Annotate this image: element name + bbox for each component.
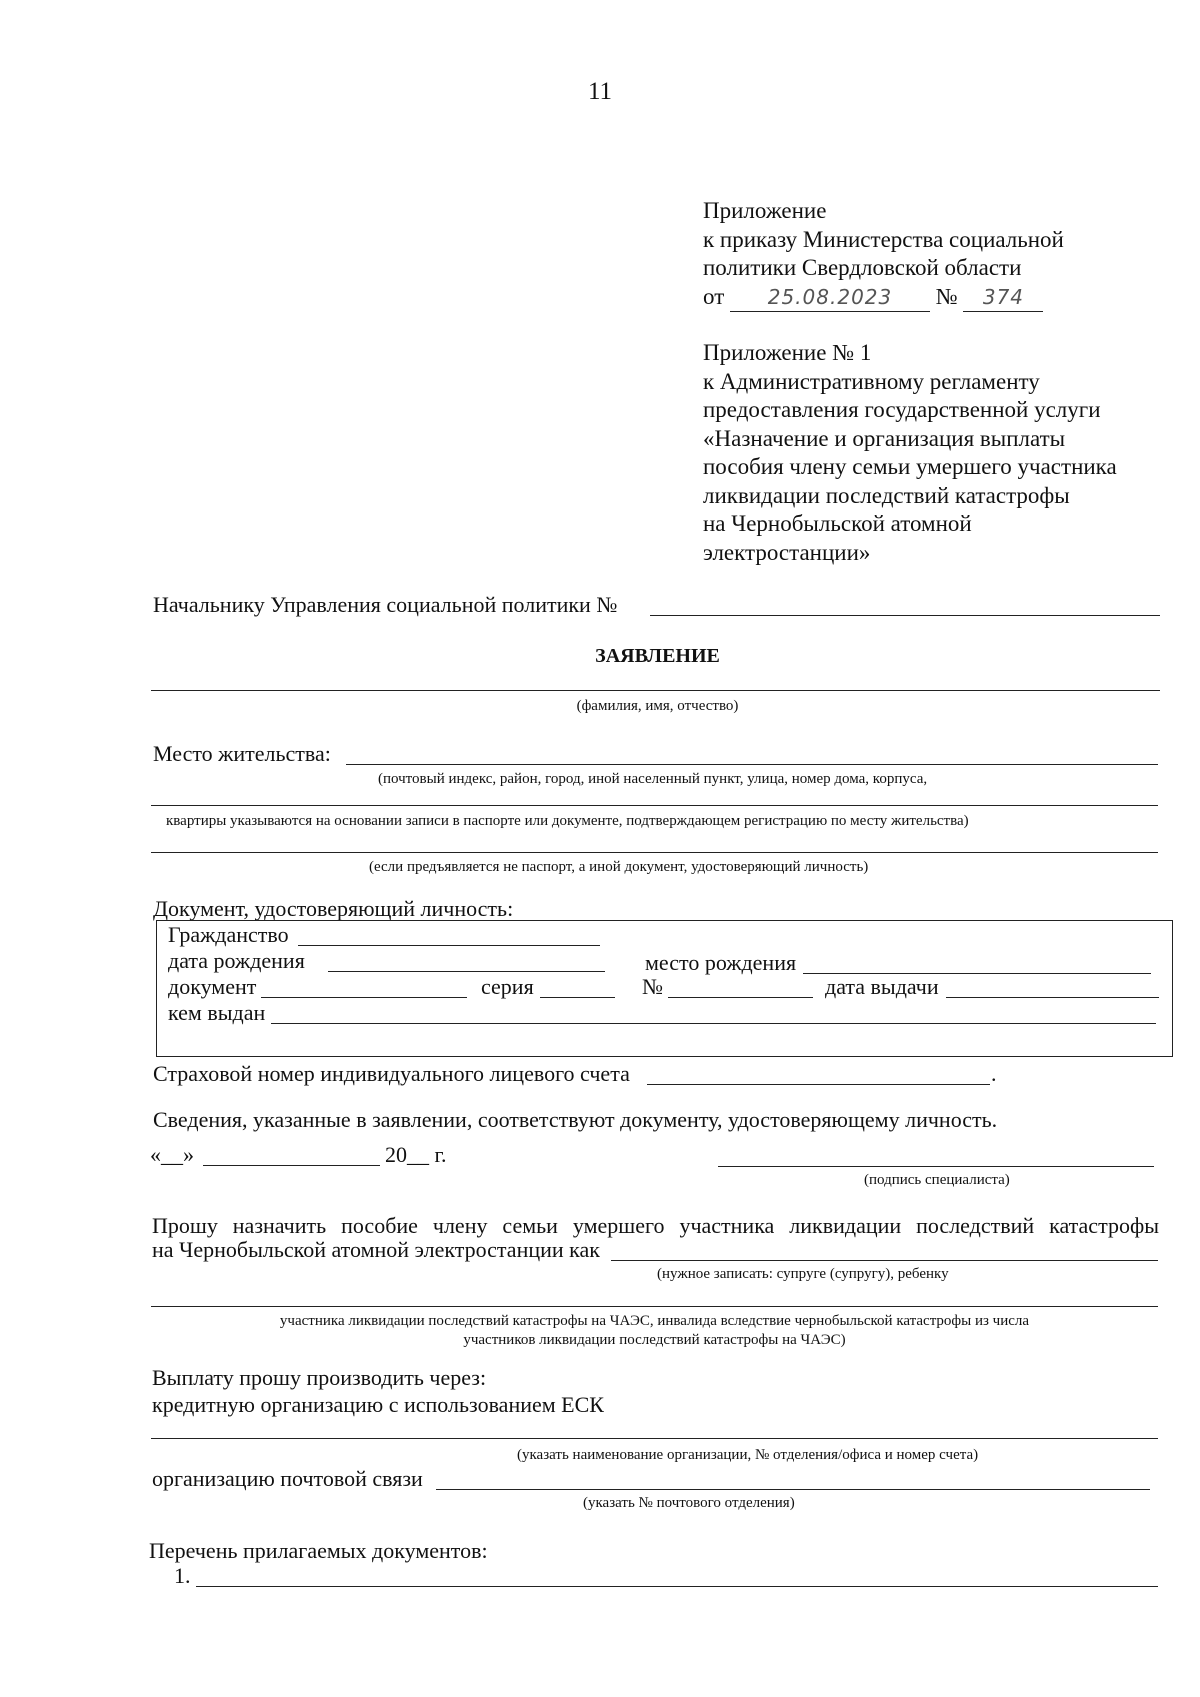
fio-field[interactable]	[151, 690, 1160, 691]
issue-date-field[interactable]	[946, 997, 1159, 998]
attachments-label: Перечень прилагаемых документов:	[149, 1538, 488, 1563]
residence-field-2[interactable]	[151, 805, 1158, 806]
request-hint-2: участника ликвидации последствий катастрофы на ЧАЭС, инвалида вследствие чернобыльской катастрофы из числа	[279, 1313, 1030, 1329]
appendix1-header	[703, 339, 1117, 567]
identity-box	[156, 920, 1173, 1057]
appendix-line: к приказу Министерства социальной	[703, 226, 1064, 252]
appendix-title: Приложение	[703, 198, 827, 223]
appendix1-line: на Чернобыльской атомной	[703, 511, 972, 536]
document-label: документ	[168, 974, 257, 999]
confirm-date-open: «__»	[150, 1142, 194, 1167]
request-hint-3: участников ликвидации последствий катастрофы на ЧАЭС)	[463, 1332, 846, 1348]
snils-end: .	[991, 1061, 997, 1086]
post-office-field[interactable]	[436, 1489, 1150, 1490]
residence-hint-3: (если предъявляется не паспорт, а иной документ, удостоверяющий личность)	[369, 859, 869, 875]
appendix-line: политики Свердловской области	[703, 255, 1022, 280]
from-label: от	[703, 283, 725, 309]
document-field[interactable]	[261, 997, 467, 998]
confirm-text: Сведения, указанные в заявлении, соответствуют документу, удостоверяющему личность.	[153, 1107, 998, 1132]
payment-option-bank: кредитную организацию с использованием ЕСК	[152, 1392, 604, 1417]
confirm-year: 20__ г.	[385, 1142, 447, 1167]
citizenship-label: Гражданство	[168, 922, 289, 947]
appendix1-line: электростанции»	[703, 539, 871, 565]
fio-hint: (фамилия, имя, отчество)	[576, 698, 739, 714]
birth-date-field[interactable]	[328, 971, 605, 972]
residence-label: Место жительства:	[153, 741, 331, 766]
appendix1-line: предоставления государственной услуги	[703, 397, 1101, 422]
issued-by-label: кем выдан	[168, 1000, 266, 1025]
snils-field[interactable]	[647, 1084, 990, 1085]
appendix1-line: к Административному регламенту	[703, 368, 1040, 394]
addressee-field[interactable]	[650, 615, 1160, 616]
page-number: 11	[587, 78, 613, 105]
request-recipient-field-2[interactable]	[151, 1306, 1158, 1307]
residence-hint-2: квартиры указываются на основании записи в паспорте или документе, подтверждающем регистрацию по месту жительства)	[166, 813, 969, 829]
payment-label: Выплату прошу производить через:	[152, 1365, 487, 1390]
number-label: №	[642, 974, 663, 999]
series-field[interactable]	[540, 997, 615, 998]
issue-date-label: дата выдачи	[825, 974, 939, 999]
appendix1-line: Приложение № 1	[703, 340, 872, 365]
handwritten-date: 25.08.2023	[767, 284, 893, 309]
appendix1-line: ликвидации последствий катастрофы	[703, 482, 1070, 508]
residence-field-3[interactable]	[151, 852, 1158, 853]
request-line-2: на Чернобыльской атомной электростанции как	[152, 1237, 600, 1262]
snils-label: Страховой номер индивидуального лицевого счета	[153, 1061, 630, 1086]
confirm-month-field[interactable]	[203, 1165, 380, 1166]
payment-option-post: организацию почтовой связи	[152, 1466, 423, 1491]
signature-hint: (подпись специалиста)	[864, 1172, 1010, 1188]
residence-field-1[interactable]	[346, 764, 1158, 765]
payment-hint-post: (указать № почтового отделения)	[583, 1495, 795, 1511]
number-label: №	[935, 283, 958, 309]
identity-label: Документ, удостоверяющий личность:	[153, 896, 514, 921]
birth-place-label: место рождения	[645, 950, 797, 975]
attachment-item-field[interactable]	[196, 1586, 1158, 1587]
form-title: ЗАЯВЛЕНИЕ	[595, 645, 720, 667]
request-recipient-field[interactable]	[611, 1260, 1158, 1261]
payment-hint-bank: (указать наименование организации, № отделения/офиса и номер счета)	[517, 1447, 979, 1463]
addressee-label: Начальнику Управления социальной политики №	[153, 592, 618, 617]
residence-hint-1: (почтовый индекс, район, город, иной населенный пункт, улица, номер дома, корпуса,	[378, 771, 928, 787]
appendix-date-line	[703, 283, 1064, 313]
request-hint-1: (нужное записать: супруге (супругу), ребенку	[657, 1266, 949, 1282]
attachment-item-number: 1.	[174, 1563, 191, 1588]
handwritten-number: 374	[982, 284, 1025, 309]
appendix1-line: «Назначение и организация выплаты	[703, 425, 1066, 451]
request-line-1: Прошу назначить пособие члену семьи умершего участника ликвидации последствий катастрофы	[152, 1213, 1159, 1238]
issued-by-field[interactable]	[271, 1023, 1156, 1024]
birth-date-label: дата рождения	[168, 948, 305, 973]
citizenship-field[interactable]	[298, 945, 600, 946]
signature-field[interactable]	[718, 1166, 1154, 1167]
appendix-header	[703, 197, 1064, 312]
bank-details-field[interactable]	[151, 1438, 1158, 1439]
appendix1-line: пособия члену семьи умершего участника	[703, 454, 1117, 479]
series-label: серия	[481, 974, 534, 999]
number-field[interactable]	[668, 997, 813, 998]
